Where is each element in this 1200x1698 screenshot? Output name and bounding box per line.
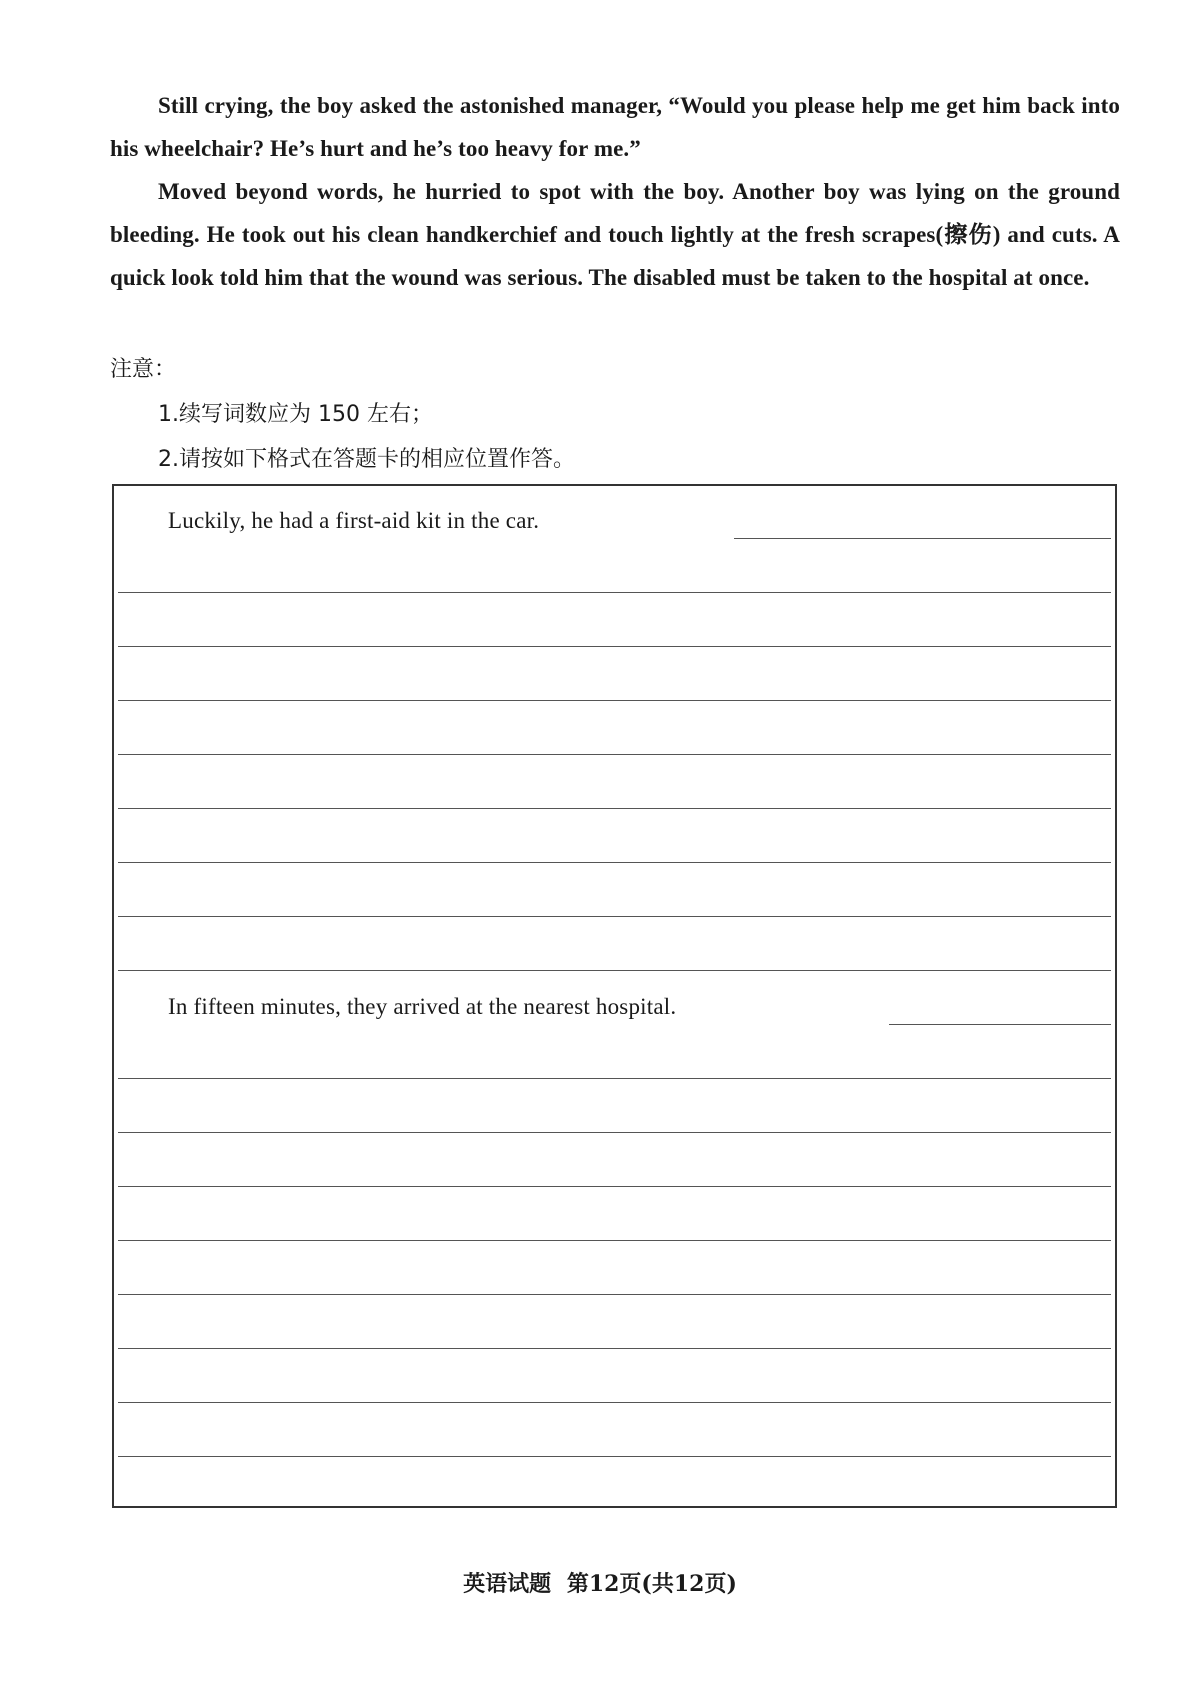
writing-line: [118, 646, 1111, 647]
page-footer: [0, 1567, 1200, 1598]
note-item-format: 2.请按如下格式在答题卡的相应位置作答。: [158, 447, 575, 472]
reading-passage: [110, 84, 1120, 299]
writing-line: [118, 1078, 1111, 1079]
writing-line: [118, 1402, 1111, 1403]
answer-writing-box[interactable]: [112, 484, 1117, 1508]
paragraph-starter-1: Luckily, he had a first-aid kit in the car.: [168, 508, 545, 534]
note-item-word-count: 1.续写词数应为 150 左右；: [158, 402, 433, 427]
passage-paragraph-2: Moved beyond words, he hurried to spot with the boy. Another boy was lying on the ground bleeding. He took out his clean handkerchief and touch lightly at the fresh scrapes(擦伤) and cuts. A quick look told him that the wound was serious. The disabled must be taken to the hospital at once.: [110, 179, 1120, 290]
notes-title: 注意：: [110, 357, 177, 382]
writing-line: [118, 1132, 1111, 1133]
writing-line: [118, 1186, 1111, 1187]
paragraph-starter-2: In fifteen minutes, they arrived at the nearest hospital.: [168, 994, 682, 1020]
writing-line: [118, 592, 1111, 593]
passage-paragraph-1: Still crying, the boy asked the astonished manager, “Would you please help me get him back into his wheelchair? He’s hurt and he’s too heavy for me.”: [110, 93, 1120, 161]
writing-line: [118, 862, 1111, 863]
writing-line: [889, 1024, 1111, 1025]
footer-page-number: 第12页(共12页): [566, 1571, 737, 1597]
writing-line: [118, 1456, 1111, 1457]
writing-line: [118, 1294, 1111, 1295]
footer-subject: 英语试题: [463, 1571, 552, 1597]
writing-line: [118, 1240, 1111, 1241]
writing-line: [734, 538, 1111, 539]
writing-line: [118, 700, 1111, 701]
writing-line: [118, 808, 1111, 809]
writing-line: [118, 1348, 1111, 1349]
writing-line: [118, 754, 1111, 755]
writing-line: [118, 916, 1111, 917]
writing-line: [118, 970, 1111, 971]
